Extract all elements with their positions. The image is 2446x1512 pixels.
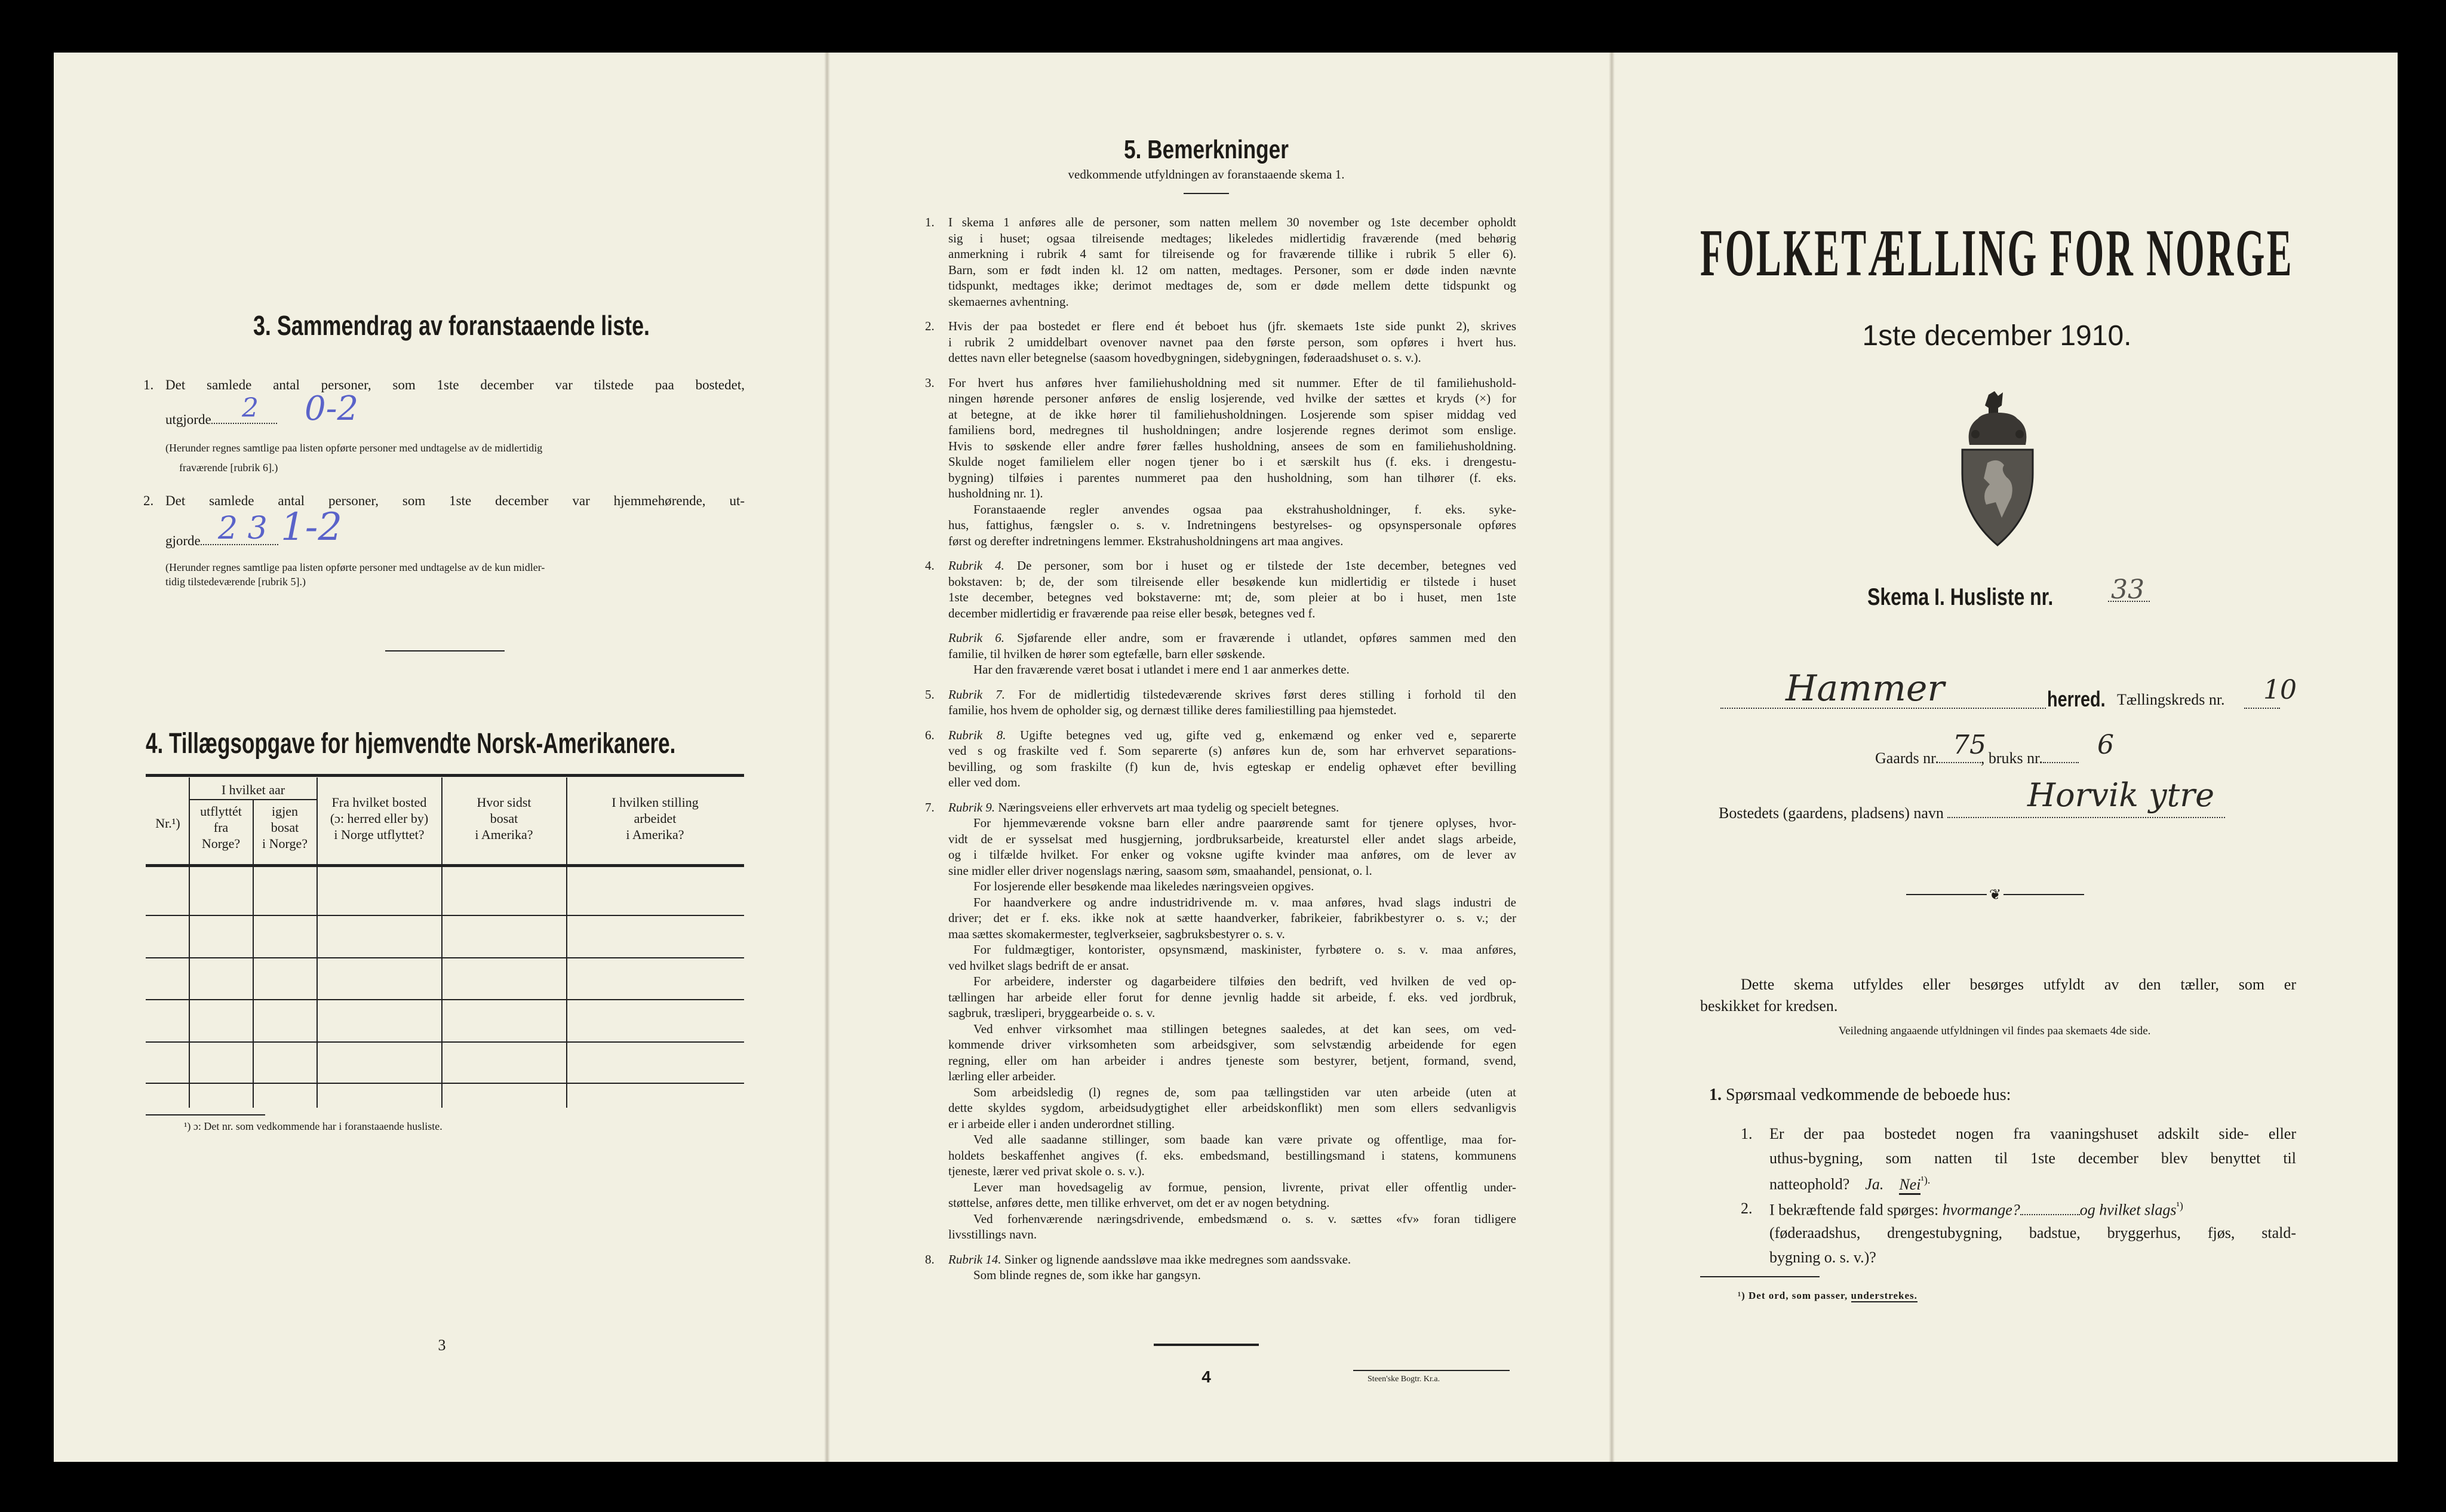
remark-line: Ved enhver virksomhet maa stillingen betegnes saaledes, at det kan sees, om ved- xyxy=(973,1021,1516,1036)
remark-line: Rubrik 7. For de midlertidig tilstedeværende skrives først deres stilling i forhold til den xyxy=(948,687,1517,702)
printer-credit: Steen'ske Bogtr. Kr.a. xyxy=(1368,1375,1440,1384)
rubrik-label: Rubrik 7. xyxy=(948,687,1019,702)
question-2-line-3: bygning o. s. v.)? xyxy=(1769,1249,1876,1266)
kreds-value: 10 xyxy=(2263,675,2297,705)
remark-line: ved s og fraskilte ved f. Som separerte (s) anføres kun de, som har erhvervet separations- xyxy=(948,743,1516,758)
remark-line: 1ste december, betegnes ved bokstaverne: mt; de, som pleier at bo i huset, men 1ste xyxy=(948,590,1516,604)
summary-item-1-number: 1. xyxy=(143,377,154,392)
divider xyxy=(385,650,505,651)
remark-line: tidspunkt, medtages ikke; derimot medtages de, som er døde mellem dette tidspunkt og xyxy=(948,278,1516,293)
header-utflyttet: utflyttét fra Norge? xyxy=(200,804,242,851)
remark-line: Ved alle saadanne stillinger, som baade kan være private og offentlige, maa for- xyxy=(973,1132,1516,1147)
remark-line: dette skyldes sygdom, arbeidsudygtighet eller arbeidskonflikt) men som ellers sedvanligvis xyxy=(948,1101,1516,1115)
remark-line: sine midler eller driver nogenslags næring, saasom søm, smaahandel, pensionat, o. l. xyxy=(948,863,1372,878)
remark-line: vidt de er sysselsat med husgjerning, jordbruksarbeide, kreaturstel eller andet slags arbeide, xyxy=(948,831,1516,846)
summary-item-2-text: Det samlede antal personer, som 1ste december var hjemmehørende, ut- xyxy=(165,493,745,508)
remark-line: Lever man hovedsagelig av formue, pension, livrente, privat eller offentlig under- xyxy=(973,1179,1516,1194)
intro-line-2: beskikket for kredsen. xyxy=(1700,997,1838,1015)
rubrik-label: Rubrik 8. xyxy=(948,727,1021,742)
remark-line: først og derefter indretningens lemmer. Ekstrahusholdningens art maa angives. xyxy=(948,533,1344,548)
remark-line: driver; det er f. eks. ikke nok at sætte haandverker, fabrikeier, fabrikbestyrer o. s. v.; der xyxy=(948,911,1516,925)
remark-number: 4. xyxy=(925,558,935,573)
remark-line: Rubrik 4. De personer, som bor i huset og er tilstede der 1ste december, betegnes ved xyxy=(948,558,1516,573)
gaards-label: Gaards nr. xyxy=(1875,749,1939,767)
herred-label: herred. xyxy=(2047,687,2106,711)
remark-line: regning, eller om han arbeider i andres tjeneste som bestyrer, betjent, formand, svend, xyxy=(948,1053,1516,1068)
question-1-number: 1. xyxy=(1741,1125,1753,1142)
question-section-title: Spørsmaal vedkommende de beboede hus: xyxy=(1726,1086,2011,1104)
remark-line: december midlertidig er fraværende paa reise eller besøk, betegnes ved f. xyxy=(948,606,1316,620)
remark-number: 7. xyxy=(925,800,935,815)
summary-note-1b: fraværende [rubrik 6].) xyxy=(179,462,278,474)
gjorde-label: gjorde xyxy=(165,533,201,548)
remark-line: Rubrik 14. Sinker og lignende aandssløve maa ikke medregnes som aandssvake. xyxy=(948,1252,1351,1267)
remark-line: maa sættes skomakermester, teglverkseier, sagbruksbestyrer o. s. v. xyxy=(948,926,1285,941)
remark-line: lærling eller arbeider. xyxy=(948,1069,1056,1083)
remark-line: støttelse, anføres dette, men tillike erhvervet, om det er av nogen betydning. xyxy=(948,1196,1330,1210)
question-2-line-2: (føderaadshus, drengestubygning, badstue, bryggerhus, fjøs, stald- xyxy=(1769,1224,2296,1241)
ornament-icon: ❦ xyxy=(1987,886,2003,903)
handwritten-count-2b: 1-2 xyxy=(281,505,343,549)
intro-line-1: Dette skema utfyldes eller besørges utfyldt av den tæller, som er xyxy=(1741,976,2296,993)
remark-line: tællingen har arbeide eller forut for denne jevnlig hadde sit arbeide, f. eks. ved jordbruk, xyxy=(948,989,1516,1004)
remark-line: For hvert hus anføres hver familiehusholdning med sit nummer. Efter de til familiehushold- xyxy=(948,375,1516,390)
remark-line: bygning) tilføies i parentes nummeret paa den husholdning, som han tilhører (f. eks. xyxy=(948,470,1516,485)
bruks-label: , bruks nr. xyxy=(1980,749,2043,767)
handwritten-count-1: 2 xyxy=(242,393,259,423)
remark-number: 6. xyxy=(925,727,935,742)
bosted-value: Horvik ytre xyxy=(2027,776,2215,814)
remark-line: er i arbeide eller i anden underordnet stilling. xyxy=(948,1116,1175,1131)
footnote-rule xyxy=(146,1114,265,1115)
husliste-field[interactable] xyxy=(1867,584,2100,611)
remark-line: Barn, som er født inden kl. 12 om natten, medtages. Personer, som er døde inden nævnte xyxy=(948,262,1516,277)
remark-line: eller ved dom. xyxy=(948,775,1021,789)
remark-line: skemaernes avhentning. xyxy=(948,294,1069,309)
question-section-number: 1. xyxy=(1709,1086,1722,1104)
summary-note-2a: (Herunder regnes samtlige paa listen opførte personer med undtagelse av de kun midler- xyxy=(165,561,545,573)
remarks-title: 5. Bemerkninger xyxy=(1124,135,1289,164)
answer-ja[interactable]: Ja. xyxy=(1865,1175,1884,1193)
rubrik-label: Rubrik 9. xyxy=(948,800,998,815)
remark-line: at betegne, at de ikke hører til familiehusholdningen. Losjerende som spiser middag ved xyxy=(948,407,1516,422)
remark-line: ningen hørende personer anføres de enslig losjerende, ved hvilke der sættes et kryds (×) for xyxy=(948,391,1516,405)
remarks-subtitle: vedkommende utfyldningen av foranstaaende skema 1. xyxy=(1068,167,1345,182)
header-stilling: I hvilken stilling arbeidet i Amerika? xyxy=(612,795,699,842)
handwritten-count-1b: 0-2 xyxy=(305,389,359,428)
coat-of-arms-icon xyxy=(1958,391,2038,548)
remark-line: For arbeidere, inderster og dagarbeidere tilføies den bedrift, ved hvilken de ved op- xyxy=(973,974,1516,988)
rubrik-label: Rubrik 6. xyxy=(948,631,1018,645)
remark-number: 3. xyxy=(925,375,935,390)
remark-line: kommende driver virksomheten som arbeidsgiver, som selvstændig arbeidende for egen xyxy=(948,1037,1516,1052)
remark-line: familiens bord, medregnes til husholdningen; andre losjerende regnes derimot som enslige. xyxy=(948,423,1516,437)
remark-number: 8. xyxy=(925,1252,935,1267)
remark-line: For losjerende eller besøkende maa likeledes næringsveien opgives. xyxy=(973,879,1314,893)
remark-line: hus, fattighus, fængsler o. s. v. Indretningens bestyrelses- og opsynspersonale opføres xyxy=(948,518,1516,532)
husliste-number: 33 xyxy=(2111,574,2144,605)
remark-line: For haandverkere og andre industridrivende m. v. maa anføres, hvad slags industri de xyxy=(973,895,1516,909)
remark-line: og i tilfælde hvilket. For enker og voksne ugifte kvinder maa anføres, om de lever av xyxy=(948,847,1516,862)
census-title: FOLKETÆLLING FOR NORGE xyxy=(1700,216,2294,290)
remark-line: Hvis to søskende eller andre fører fælles husholdning, ansees de som en familiehusholdning. xyxy=(948,438,1516,453)
remark-line: dettes navn eller betegnelse (saasom hovedbygningen, sidebygningen, føderaadshuset o. s. v.). xyxy=(948,351,1421,365)
remark-line: i rubrik 2 umiddelbart ovenover navnet paa den første person, som opføres i hvert hus. xyxy=(948,334,1516,349)
herred-value: Hammer xyxy=(1786,668,1945,709)
header-hvor-sidst: Hvor sidst bosat i Amerika? xyxy=(475,795,533,842)
printer-rule xyxy=(1353,1370,1510,1371)
summary-item-1-text: Det samlede antal personer, som 1ste december var tilstede paa bostedet, xyxy=(165,377,745,392)
footnote-rule xyxy=(1700,1276,1820,1277)
summary-item-2-number: 2. xyxy=(143,493,154,508)
remark-line: sig i huset; ogsaa tilreisende medtages; likeledes midlertidig fraværende (med behørig xyxy=(948,231,1516,245)
remark-line: Som arbeidsledig (l) regnes de, som paa tællingstiden var uten arbeide (uten at xyxy=(973,1084,1516,1099)
remark-line: Har den fraværende været bosat i utlandet i mere end 1 aar anmerkes dette. xyxy=(973,662,1350,677)
remark-line: Foranstaaende regler anvendes ogsaa paa ekstrahusholdninger, f. eks. syke- xyxy=(973,502,1516,517)
remark-line: Rubrik 9. Næringsveiens eller erhvervets art maa tydelig og specielt betegnes. xyxy=(948,800,1339,815)
answer-nei-underlined[interactable]: Nei xyxy=(1899,1176,1920,1195)
page-number: 4 xyxy=(1202,1367,1211,1386)
gaards-value: 75 xyxy=(1953,730,1986,760)
remark-line: For fuldmægtiger, kontorister, opsynsmænd, maskinister, fyrbøtere o. s. v. maa anføres, xyxy=(973,942,1516,957)
guidance-note: Veiledning angaaende utfyldningen vil findes paa skemaets 4de side. xyxy=(1838,1025,2151,1037)
remark-line: holdets beskaffenhet angives (f. eks. embedsmand, bestillingsmand i statens, kommunens xyxy=(948,1148,1516,1163)
question-2-line-1: I bekræftende fald spørges: hvormange? og hvilket slags$^{^1)}$ xyxy=(1769,1200,2183,1219)
header-fra-bosted: Fra hvilket bosted (ɔ: herred eller by) i Norge utflyttet? xyxy=(330,795,429,842)
remark-line: Rubrik 8. Ugifte betegnes ved ug, gifte ved g, enkemænd og enker ved e, separerte xyxy=(948,727,1517,742)
kreds-label: Tællingskreds nr. xyxy=(2117,691,2225,708)
bruks-value: 6 xyxy=(2097,730,2114,760)
section3-title: 3. Sammendrag av foranstaaende liste. xyxy=(253,310,650,341)
remark-line: Skulde noget familielem eller nogen tjener bo i et særskilt hus (f. eks. i drengestu- xyxy=(948,454,1516,469)
census-date: 1ste december 1910. xyxy=(1862,320,2132,352)
header-igjen-bosat: igjen bosat i Norge? xyxy=(262,804,308,851)
remark-number: 5. xyxy=(925,687,935,702)
header-nr: Nr.¹) xyxy=(155,816,180,831)
kreds-field[interactable] xyxy=(2244,708,2280,709)
remark-line: Ved forhenværende næringsdrivende, embedsmænd o. s. v. sættes «fv» foran tidligere xyxy=(973,1211,1516,1226)
question-1-line-3: natteophold? Ja. Nei$^{^1).}$ xyxy=(1769,1174,1930,1194)
question-1-line-2: uthus-bygning, som natten til 1ste december blev benyttet til xyxy=(1769,1150,2296,1167)
remark-line: Som blinde regnes de, som ikke har gangsyn. xyxy=(973,1268,1201,1282)
remark-line: sagbruk, træsliperi, bryggearbeide o. s. v. xyxy=(948,1006,1156,1020)
remark-line: ved hvilket slags bedrift de er ansat. xyxy=(948,958,1129,973)
rubrik-label: Rubrik 14. xyxy=(948,1252,1004,1267)
remark-line: tjeneste, lærer ved privat skole o. s. v.). xyxy=(948,1164,1145,1178)
utgjorde-label: utgjorde xyxy=(165,412,211,427)
table-footnote: ¹) ɔ: Det nr. som vedkommende har i foranstaaende husliste. xyxy=(184,1120,443,1132)
summary-item-1-field[interactable] xyxy=(165,412,277,428)
remark-line: husholdning nr. 1). xyxy=(948,486,1043,500)
remark-number: 2. xyxy=(925,319,935,333)
divider xyxy=(1184,193,1229,194)
skema-label: Skema I. Husliste nr. xyxy=(1867,584,2054,610)
question-2-number: 2. xyxy=(1741,1200,1753,1217)
divider xyxy=(1154,1344,1259,1346)
remark-line: familie, til hvilken de hører som egtefælle, barn eller søskende. xyxy=(948,646,1265,661)
remark-line: livsstillings navn. xyxy=(948,1227,1037,1241)
rubrik-label: Rubrik 4. xyxy=(948,558,1017,573)
remark-line: For hjemmeværende voksne barn eller andre paarørende samt for tjenere oplyses, hvor- xyxy=(973,816,1516,830)
handwritten-count-2: 2 3 xyxy=(218,511,268,546)
footnote: ¹) Det ord, som passer, understrekes. xyxy=(1738,1290,1918,1301)
remark-line: familie, hos hvem de opholder sig, og dernæst tillike deres familiestilling paa hjemstedet. xyxy=(948,703,1397,717)
remark-line: Rubrik 6. Sjøfarende eller andre, som er fraværende i utlandet, opføres sammen med den xyxy=(948,631,1516,645)
remark-line: I skema 1 anføres alle de personer, som natten mellem 30 november og 1ste december opholdt xyxy=(948,215,1516,229)
bosted-label: Bostedets (gaardens, pladsens) navn xyxy=(1719,804,1944,822)
question-1-line-1: Er der paa bostedet nogen fra vaaningshuset adskilt side- eller xyxy=(1769,1125,2296,1142)
remark-line: bevilling, og som fraskilte (f) kun de, hvis egteskap er endelig ophævet efter bevilling xyxy=(948,759,1516,774)
page-number: 3 xyxy=(438,1336,446,1354)
remark-number: 1. xyxy=(925,215,935,229)
header-i-hvilket-aar: I hvilket aar xyxy=(221,782,285,797)
remark-line: Hvis der paa bostedet er flere end ét beboet hus (jfr. skemaets 1ste side punkt 2), skrives xyxy=(948,319,1516,333)
remark-line: anmerkning i rubrik 4 samt for tilreisende og for fraværende tillike i rubrik 5 eller 6). xyxy=(948,247,1516,261)
summary-note-2b: tidig tilstedeværende [rubrik 5].) xyxy=(165,576,306,588)
section4-title: 4. Tillægsopgave for hjemvendte Norsk-Amerikanere. xyxy=(146,728,676,760)
summary-note-1a: (Herunder regnes samtlige paa listen opførte personer med undtagelse av de midlertidig xyxy=(165,442,543,454)
remark-line: bokstaven: b; de, der som tilreisende eller besøkende kun midlertidig er tilstede i huset xyxy=(948,574,1516,589)
